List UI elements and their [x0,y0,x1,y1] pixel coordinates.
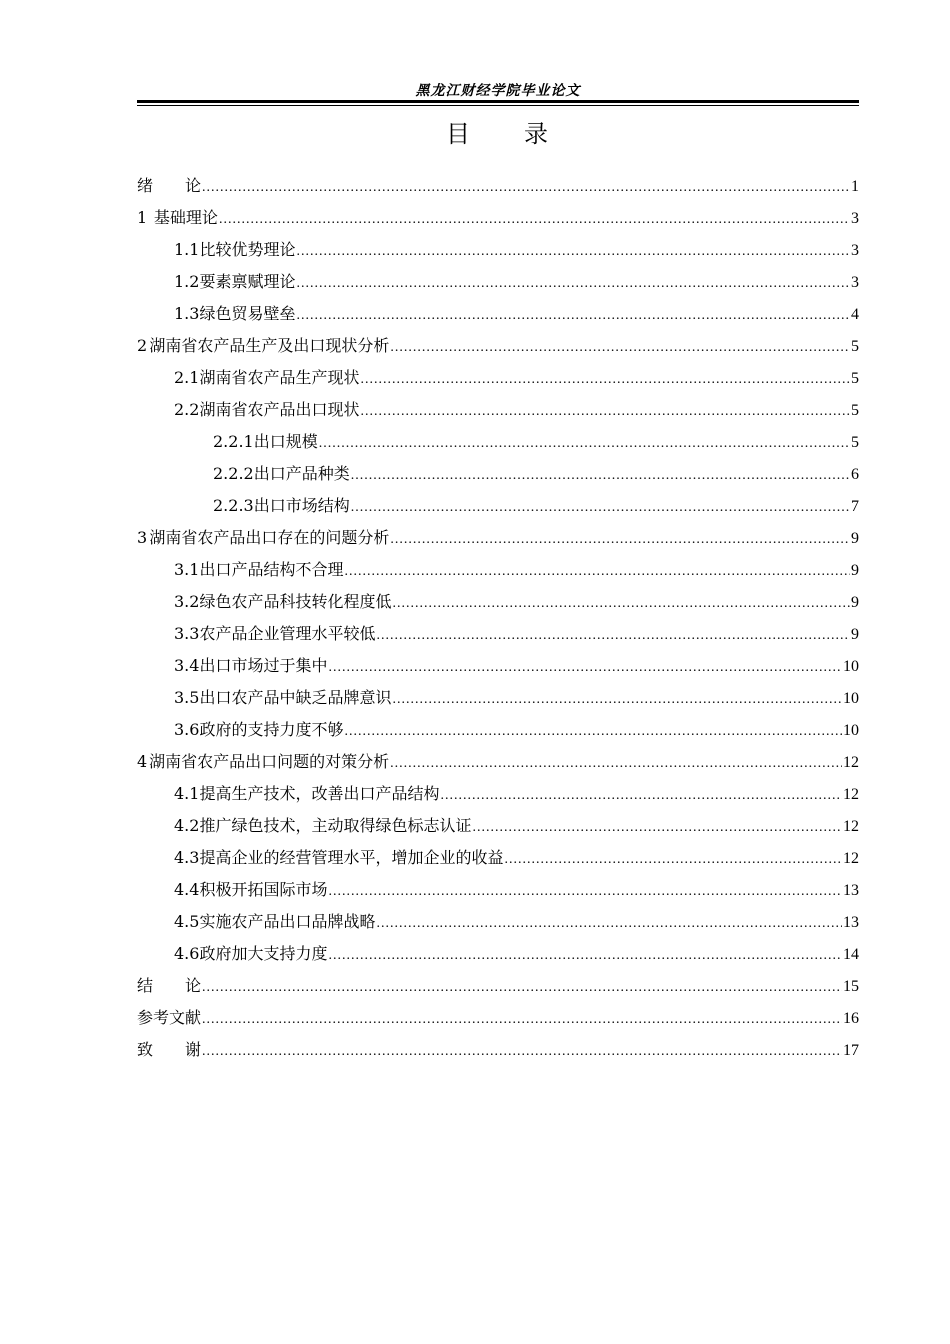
table-of-contents [137,170,859,1066]
toc-leader-dots [202,172,850,204]
toc-entry-page: 13 [843,882,859,899]
toc-entry-number: 4 [137,752,148,771]
toc-entry-number: 4.1 [174,784,200,803]
toc-entry-label: 绿色贸易壁垒 [199,304,296,323]
toc-entry[interactable] [137,522,859,554]
toc-entry-page: 12 [843,754,859,771]
toc-entry-number: 1.2 [174,272,200,291]
toc-entry[interactable] [137,458,859,490]
toc-entry-page: 12 [843,786,859,803]
toc-entry[interactable] [137,746,859,778]
toc-entry[interactable] [137,266,859,298]
toc-entry-number: 1.3 [174,304,200,323]
toc-entry-page: 5 [851,370,859,387]
toc-entry-page: 14 [843,946,859,963]
toc-entry-number: 2 [137,336,148,355]
toc-entry[interactable] [137,810,859,842]
toc-entry-label: 农产品企业管理水平较低 [199,624,376,643]
toc-entry-number: 3.2 [174,592,200,611]
toc-entry-page: 10 [843,658,859,675]
toc-leader-dots [472,812,842,844]
toc-entry-number: 3.1 [174,560,200,579]
toc-entry-label: 出口市场结构 [253,496,350,515]
toc-entry[interactable] [137,554,859,586]
toc-leader-dots [296,236,850,268]
toc-leader-dots [328,876,842,908]
toc-leader-dots [202,1004,842,1036]
toc-entry-label: 结 论 [137,976,202,995]
toc-entry-page: 5 [851,434,859,451]
toc-leader-dots [360,364,850,396]
running-header: 黑龙江财经学院毕业论文 [415,83,581,99]
toc-leader-dots [296,300,850,332]
toc-entry-page: 17 [843,1042,859,1059]
toc-entry-page: 7 [851,498,859,515]
toc-entry-page: 10 [843,690,859,707]
toc-entry-label: 致 谢 [137,1040,202,1059]
toc-entry-label: 出口农产品中缺乏品牌意识 [199,688,392,707]
toc-entry-label: 出口产品结构不合理 [199,560,344,579]
toc-entry[interactable] [137,842,859,874]
toc-entry-number: 1.1 [174,240,200,259]
toc-leader-dots [202,972,842,1004]
toc-leader-dots [351,460,850,492]
header-rule-thin [137,105,859,106]
toc-entry-number: 2.2 [174,400,200,419]
toc-leader-dots [504,844,842,876]
toc-entry[interactable] [137,906,859,938]
toc-entry-label: 比较优势理论 [199,240,296,259]
toc-leader-dots [202,1036,842,1068]
toc-leader-dots [390,748,842,780]
toc-entry-number: 4.4 [174,880,200,899]
toc-entry-label: 湖南省农产品出口问题的对策分析 [149,752,390,771]
toc-entry-page: 12 [843,818,859,835]
toc-entry-number: 2.2.1 [213,432,254,451]
toc-entry-page: 5 [851,338,859,355]
toc-leader-dots [376,908,842,940]
toc-leader-dots [376,620,850,652]
toc-entry-number: 2.2.2 [213,464,254,483]
toc-entry[interactable] [137,778,859,810]
toc-entry-label: 绪 论 [137,176,202,195]
toc-entry-page: 9 [851,594,859,611]
toc-entry[interactable] [137,298,859,330]
toc-entry-page: 10 [843,722,859,739]
toc-entry[interactable] [137,874,859,906]
toc-entry[interactable] [137,618,859,650]
toc-entry-label: 政府加大支持力度 [199,944,328,963]
toc-entry-page: 1 [851,178,859,195]
toc-leader-dots [440,780,842,812]
toc-entry-page: 13 [843,914,859,931]
toc-entry-label: 出口市场过于集中 [199,656,328,675]
toc-entry[interactable] [137,234,859,266]
toc-entry[interactable] [137,714,859,746]
toc-entry-page: 3 [851,274,859,291]
toc-entry[interactable] [137,426,859,458]
toc-leader-dots [351,492,850,524]
toc-entry[interactable] [137,202,859,234]
toc-leader-dots [328,652,842,684]
toc-entry-number: 3 [137,528,148,547]
toc-leader-dots [319,428,850,460]
toc-entry-number: 2.1 [174,368,200,387]
toc-leader-dots [344,716,842,748]
toc-entry-label: 推广绿色技术，主动取得绿色标志认证 [199,816,472,835]
toc-entry[interactable] [137,1034,859,1066]
toc-entry-number: 3.6 [174,720,200,739]
toc-entry-number: 3.5 [174,688,200,707]
toc-title: 目 录 [446,120,550,148]
toc-entry-page: 5 [851,402,859,419]
toc-entry[interactable] [137,586,859,618]
toc-entry-page: 9 [851,530,859,547]
toc-leader-dots [344,556,850,588]
toc-entry-label: 政府的支持力度不够 [199,720,344,739]
toc-entry[interactable] [137,362,859,394]
toc-entry-page: 4 [851,306,859,323]
toc-leader-dots [360,396,850,428]
toc-entry-page: 9 [851,562,859,579]
toc-leader-dots [390,332,850,364]
toc-entry-label: 湖南省农产品生产现状 [199,368,360,387]
toc-entry-number: 4.5 [174,912,200,931]
toc-entry-number: 1 [137,208,148,227]
toc-entry-page: 3 [851,210,859,227]
toc-entry-label: 湖南省农产品出口存在的问题分析 [149,528,390,547]
toc-leader-dots [219,204,850,236]
toc-entry[interactable] [137,394,859,426]
toc-entry[interactable] [137,330,859,362]
toc-entry-label: 湖南省农产品出口现状 [199,400,360,419]
toc-entry[interactable] [137,490,859,522]
toc-entry[interactable] [137,1002,859,1034]
toc-entry-number: 3.4 [174,656,200,675]
toc-entry-label: 绿色农产品科技转化程度低 [199,592,392,611]
toc-entry-number: 2.2.3 [213,496,254,515]
toc-entry[interactable] [137,170,859,202]
toc-entry-page: 9 [851,626,859,643]
toc-leader-dots [296,268,850,300]
toc-entry[interactable] [137,970,859,1002]
toc-entry-label: 基础理论 [153,208,218,227]
toc-entry-label: 积极开拓国际市场 [199,880,328,899]
toc-entry-label: 参考文献 [137,1008,202,1027]
header-rule-thick [137,100,859,103]
toc-entry-label: 要素禀赋理论 [199,272,296,291]
toc-entry-label: 出口规模 [253,432,318,451]
toc-entry-label: 湖南省农产品生产及出口现状分析 [149,336,390,355]
toc-entry-number: 4.6 [174,944,200,963]
toc-entry[interactable] [137,650,859,682]
toc-entry-label: 提高生产技术，改善出口产品结构 [199,784,440,803]
toc-entry-label: 实施农产品出口品牌战略 [199,912,376,931]
toc-entry-page: 6 [851,466,859,483]
toc-entry-page: 12 [843,850,859,867]
toc-entry-page: 3 [851,242,859,259]
toc-entry-number: 4.3 [174,848,200,867]
toc-entry-number: 3.3 [174,624,200,643]
toc-leader-dots [390,524,850,556]
toc-leader-dots [392,588,850,620]
toc-entry[interactable] [137,938,859,970]
toc-entry-label: 出口产品种类 [253,464,350,483]
toc-entry-number: 4.2 [174,816,200,835]
toc-entry-page: 16 [843,1010,859,1027]
toc-entry[interactable] [137,682,859,714]
toc-leader-dots [392,684,842,716]
toc-entry-page: 15 [843,978,859,995]
toc-entry-label: 提高企业的经营管理水平，增加企业的收益 [199,848,504,867]
toc-leader-dots [328,940,842,972]
